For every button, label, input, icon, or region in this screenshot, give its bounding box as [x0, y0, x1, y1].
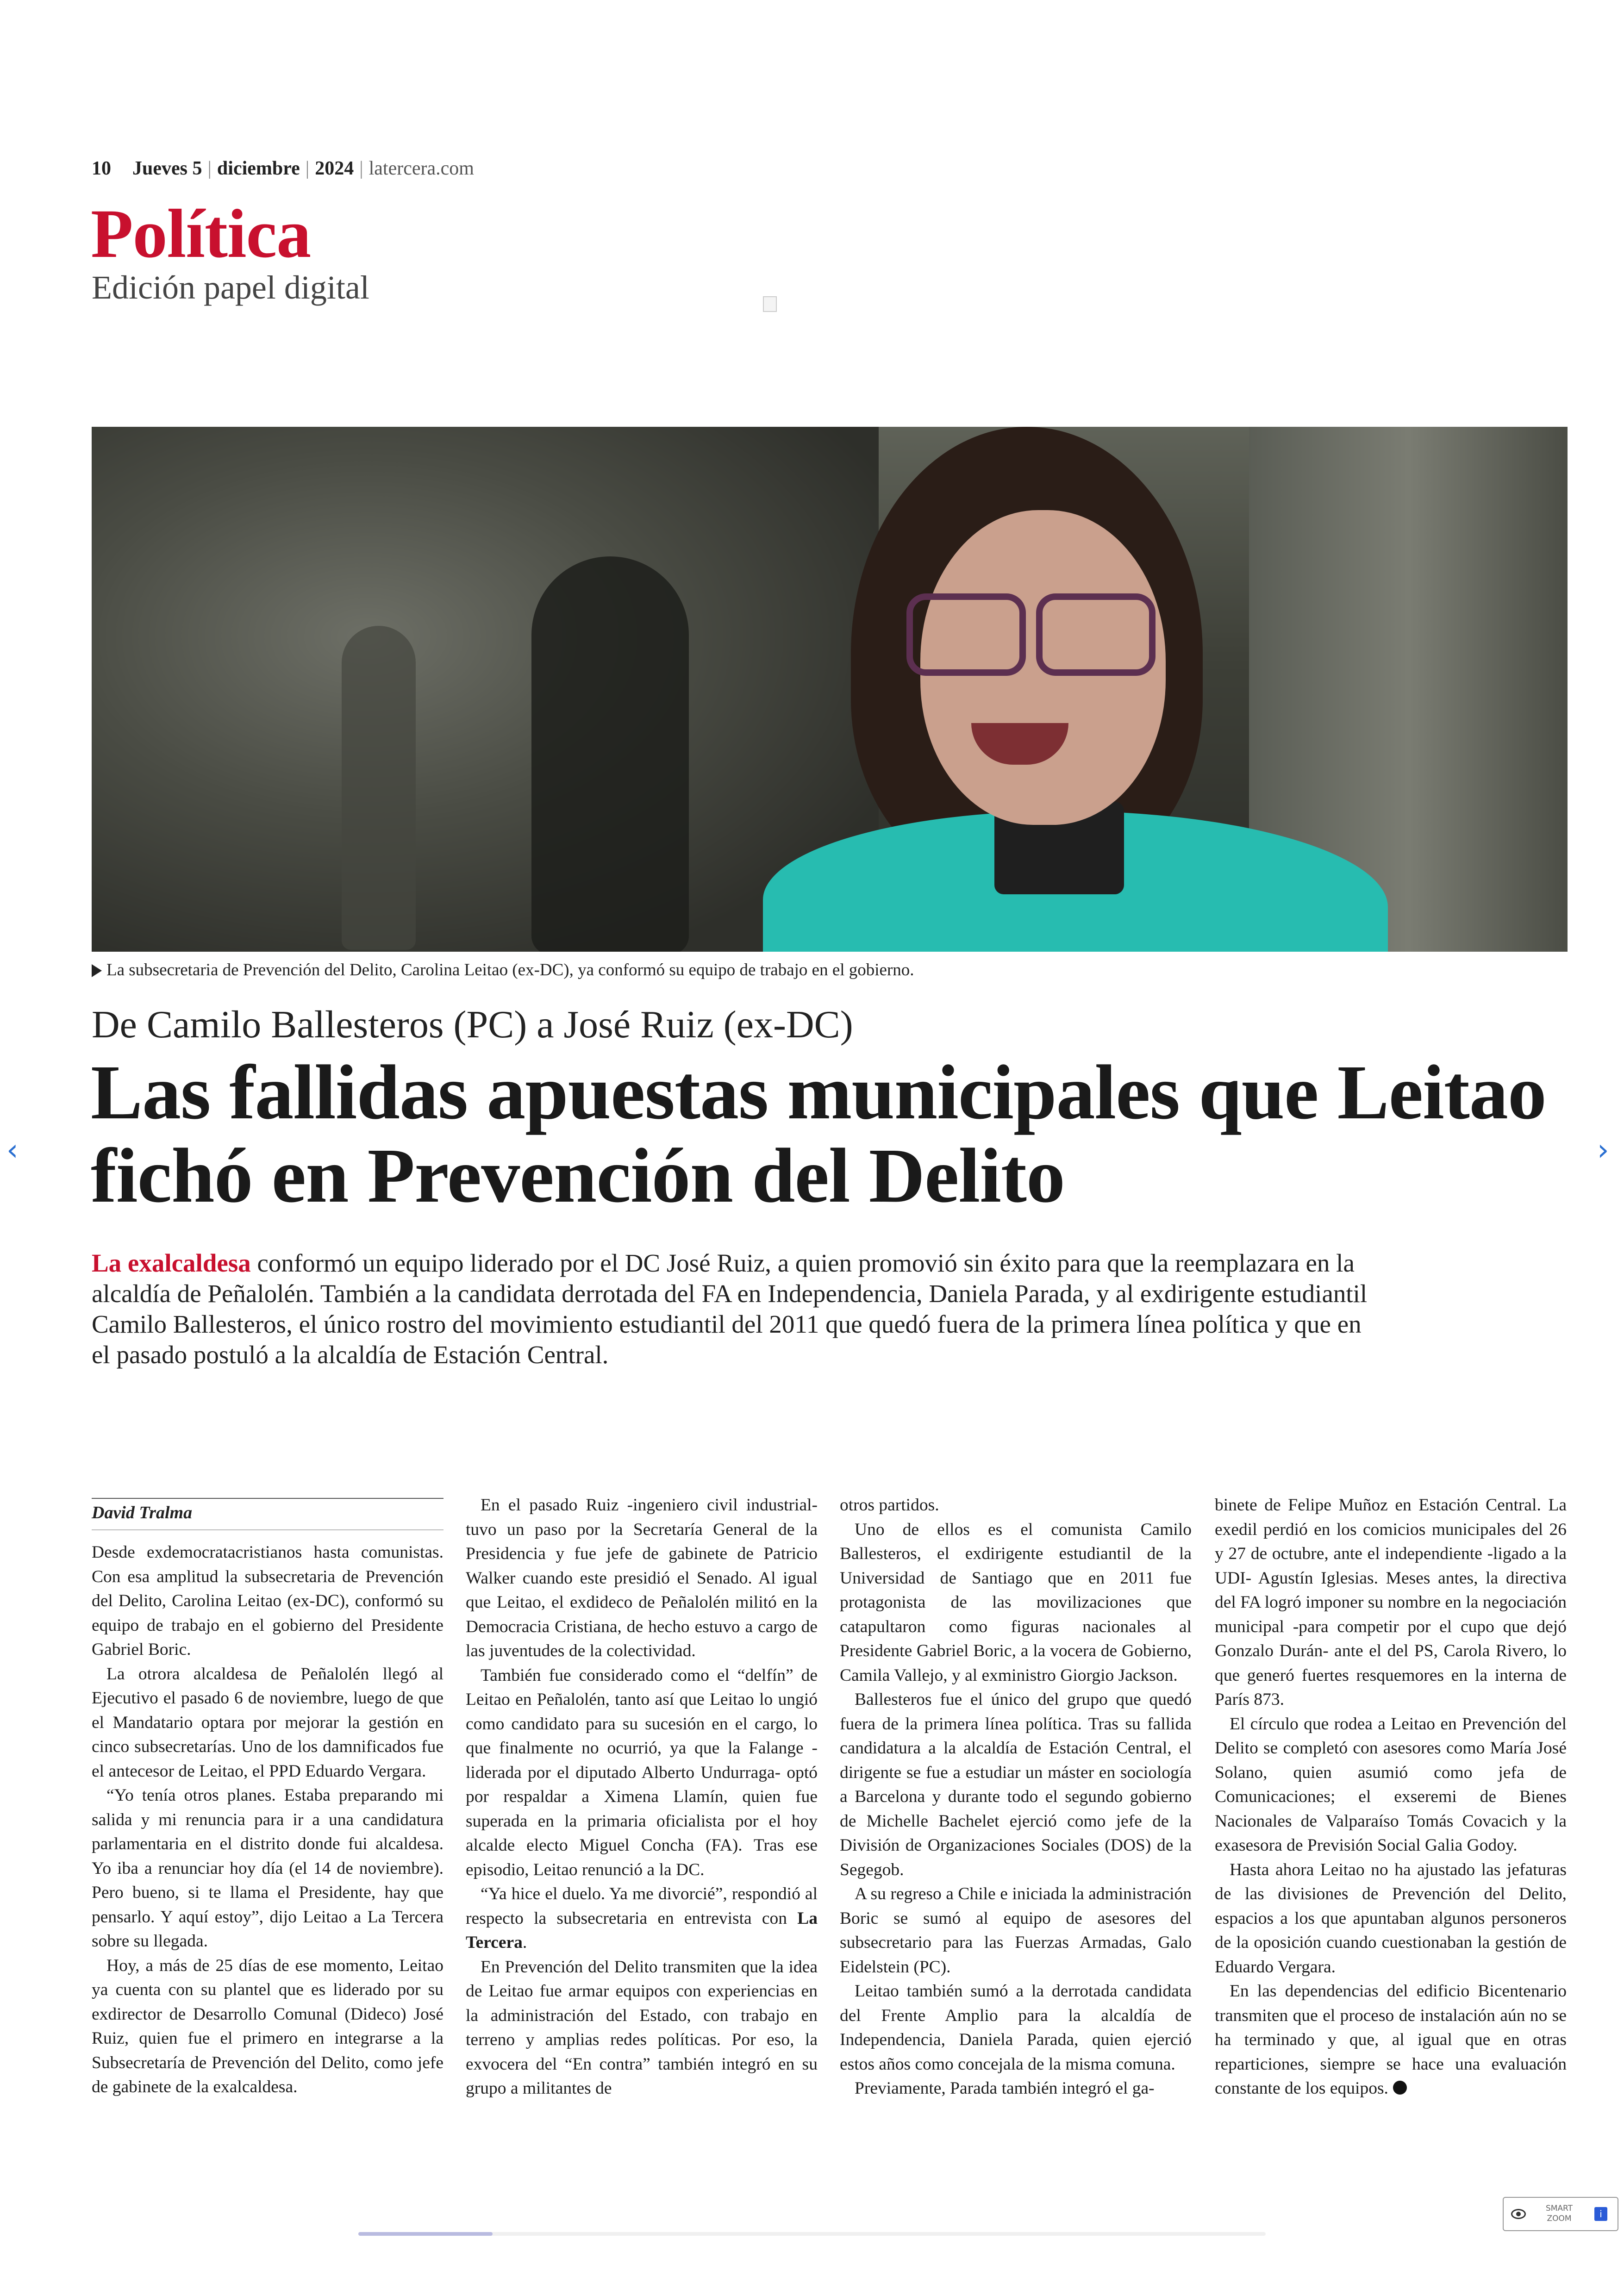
paragraph: binete de Felipe Muñoz en Estación Central. La exedil perdió en los comicios municipales del 26 y 27 de octubre, ante el independiente -ligado a la UDI- Agustín Iglesias. Meses antes, la directiva del FA logró imponer su nombre en la negociación municipal -para competir por el cupo que dejó Gonzalo Durán- ante el del PS, Carola Rivero, lo que generó fuertes resquemores en la interna de París 873. — [1215, 1496, 1567, 1709]
article-lede — [92, 1248, 1369, 1370]
smart-zoom-button[interactable] — [1503, 2197, 1618, 2231]
paragraph: Uno de ellos es el comunista Camilo Ballesteros, el exdirigente estudiantil de la Universidad de Santiago que en 2011 fue protagonista de las movilizaciones que catapultaron como figuras nacionales al Presidente Gabriel Boric, a la vocera de Gobierno, Camila Vallejo, y al exministro Giorgio Jackson. — [840, 1520, 1192, 1685]
byline-rule-bottom — [92, 1529, 443, 1530]
info-icon[interactable]: i — [1594, 2207, 1607, 2221]
page-scroll-thumb[interactable] — [358, 2232, 493, 2236]
body-column-4 — [1215, 1493, 1567, 2101]
page-number: 10 — [92, 158, 111, 179]
article-headline: Las fallidas apuestas municipales que Leitao fichó en Prevención del Delito — [91, 1049, 1546, 1219]
next-page-icon[interactable]: › — [1597, 1133, 1609, 1167]
site-name: latercera.com — [369, 158, 474, 179]
previous-page-icon[interactable]: ‹ — [6, 1133, 19, 1167]
smart-zoom-label: SMART ZOOM — [1545, 2204, 1573, 2223]
section-title: Política — [91, 195, 311, 272]
paragraph: Desde exdemocratacristianos hasta comunistas. Con esa amplitud la subsecretaria de Prevención del Delito, Carolina Leitao (ex-DC), conformó su equipo de trabajo en el gobierno del Presidente Gabriel Boric. — [92, 1543, 443, 1659]
paragraph: Hoy, a más de 25 días de ese momento, Leitao ya cuenta con su plantel que es liderado por su exdirector de Desarrollo Comunal (Dideco) José Ruiz, quien fue el primero en integrarse a la Subsecretaría de Prevención del Delito, como jefe de gabinete de la exalcaldesa. — [92, 1956, 443, 2096]
paragraph: También fue considerado como el “delfín” de Leitao en Peñalolén, tanto así que Leitao lo ungió como candidato para su sucesión en el cargo, lo que finalmente no ocurrió, ya que la Falange -liderada por el diputado Alberto Undurraga- optó por respaldar a Ximena Llamín, quien fue superada en la primaria oficialista por el hoy alcalde electo Miguel Concha (FA). Tras ese episodio, Leitao renunció a la DC. — [466, 1665, 818, 1879]
body-column-1 — [92, 1540, 443, 2100]
photo-caption: La subsecretaria de Prevención del Delito, Carolina Leitao (ex-DC), ya conformó su equipo de trabajo en el gobierno. — [92, 960, 914, 980]
paragraph: El círculo que rodea a Leitao en Prevención del Delito se completó con asesores como María José Solano, quien asumió como jefa de Comunicaciones; el exseremi de Bienes Nacionales de Valparaíso Tomás Covacich y la exasesora de Previsión Social Galia Godoy. — [1215, 1714, 1567, 1855]
edition-label: Edición papel digital — [92, 269, 369, 306]
paragraph: Ballesteros fue el único del grupo que quedó fuera de la primera línea política. Tras su fallida candidatura a la alcaldía de Estación Central, el dirigente se fue a estudiar un máster en sociología a Barcelona y durante todo el segundo gobierno de Michelle Bachelet ejerció como jefe de la División de Organizaciones Sociales (DOS) de la Segegob. — [840, 1690, 1192, 1879]
paragraph: A su regreso a Chile e iniciada la administración Boric se sumó al equipo de asesores del subsecretario para las Fuerzas Armadas, Galo Eidelstein (PC). — [840, 1884, 1192, 1977]
paragraph: La otrora alcaldesa de Peñalolén llegó al Ejecutivo el pasado 6 de noviembre, luego de que el Mandatario optara por mejorar la gestión en cinco subsecretarías. Uno de los damnificados fue el antecesor de Leitao, el PPD Eduardo Vergara. — [92, 1664, 443, 1781]
article-kicker: De Camilo Ballesteros (PC) a José Ruiz (ex-DC) — [92, 1003, 853, 1046]
paragraph: Previamente, Parada también integró el ga- — [855, 2079, 1155, 2098]
weekday: Jueves 5 — [132, 158, 202, 179]
page-scroll-track[interactable] — [358, 2232, 1266, 2236]
month: diciembre — [217, 158, 300, 179]
paragraph: En el pasado Ruiz -ingeniero civil industrial- tuvo un paso por la Secretaría General de la Presidencia y fue jefe de gabinete de Patricio Walker cuando este presidió el Senado. Al igual que Leitao, el exdideco de Peñalolén militó en la Democracia Cristiana, de hecho estuvo a cargo de las juventudes de la colectividad. — [466, 1496, 818, 1660]
page-marker-icon — [763, 296, 777, 312]
year: 2024 — [315, 158, 354, 179]
paragraph: Hasta ahora Leitao no ha ajustado las jefaturas de las divisiones de Prevención del Delito, espacios a los que apuntaban algunos personeros de la oposición cuando cuestionaban la gestión de Eduardo Vergara. — [1215, 1860, 1567, 1977]
newspaper-name: La Tercera — [466, 1908, 818, 1952]
body-column-2 — [466, 1493, 818, 2101]
paragraph: En Prevención del Delito transmiten que la idea de Leitao fue armar equipos con experiencias en la administración del Estado, con trabajo en terreno y amplias redes políticas. Por eso, la exvocera del “En contra” también integró en su grupo a militantes de — [466, 1957, 818, 2098]
end-mark-icon — [1393, 2081, 1407, 2095]
body-column-3 — [840, 1493, 1192, 2101]
byline-rule-top — [92, 1498, 443, 1499]
paragraph: “Ya hice el duelo. Ya me divorcié”, respondió al respecto la subsecretaria en entrevista con La Tercera. — [466, 1884, 818, 1952]
lede-text: conformó un equipo liderado por el DC José Ruiz, a quien promovió sin éxito para que la reemplazara en la alcaldía de Peñalolén. También a la candidata derrotada del FA en Independencia, Daniela Parada, y al exdirigente estudiantil Camilo Ballesteros, el único rostro del movimiento estudiantil del 2011 que quedó fuera de la primera línea política y que en el pasado postuló a la alcaldía de Estación Central. — [92, 1249, 1368, 1369]
dateline: 10 Jueves 5 | diciembre | 2024 | latercera.com — [92, 158, 474, 179]
paragraph: En las dependencias del edificio Bicentenario transmiten que el proceso de instalación aún no se ha terminado y que, al igual que en otras reparticiones, siempre se hace una evaluación constante de los equipos. — [1215, 1982, 1567, 2098]
article-photo — [92, 427, 1568, 952]
caption-triangle-icon — [92, 964, 102, 977]
eye-icon — [1511, 2209, 1526, 2219]
byline: David Tralma — [92, 1503, 193, 1522]
paragraph: Leitao también sumó a la derrotada candidata del Frente Amplio para la alcaldía de Independencia, Daniela Parada, quien ejerció estos años como concejala de la misma comuna. — [840, 1982, 1192, 2074]
lede-lead: La exalcaldesa — [92, 1249, 251, 1277]
paragraph: “Yo tenía otros planes. Estaba preparando mi salida y mi renuncia para ir a una candidatura parlamentaria en el distrito donde fui alcaldesa. Yo iba a renunciar hoy día (el 14 de noviembre). Pero bueno, si te llama el Presidente, hay que pensarlo. Y aquí estoy”, dijo Leitao a La Tercera sobre su llegada. — [92, 1786, 443, 1951]
paragraph: otros partidos. — [840, 1496, 939, 1515]
